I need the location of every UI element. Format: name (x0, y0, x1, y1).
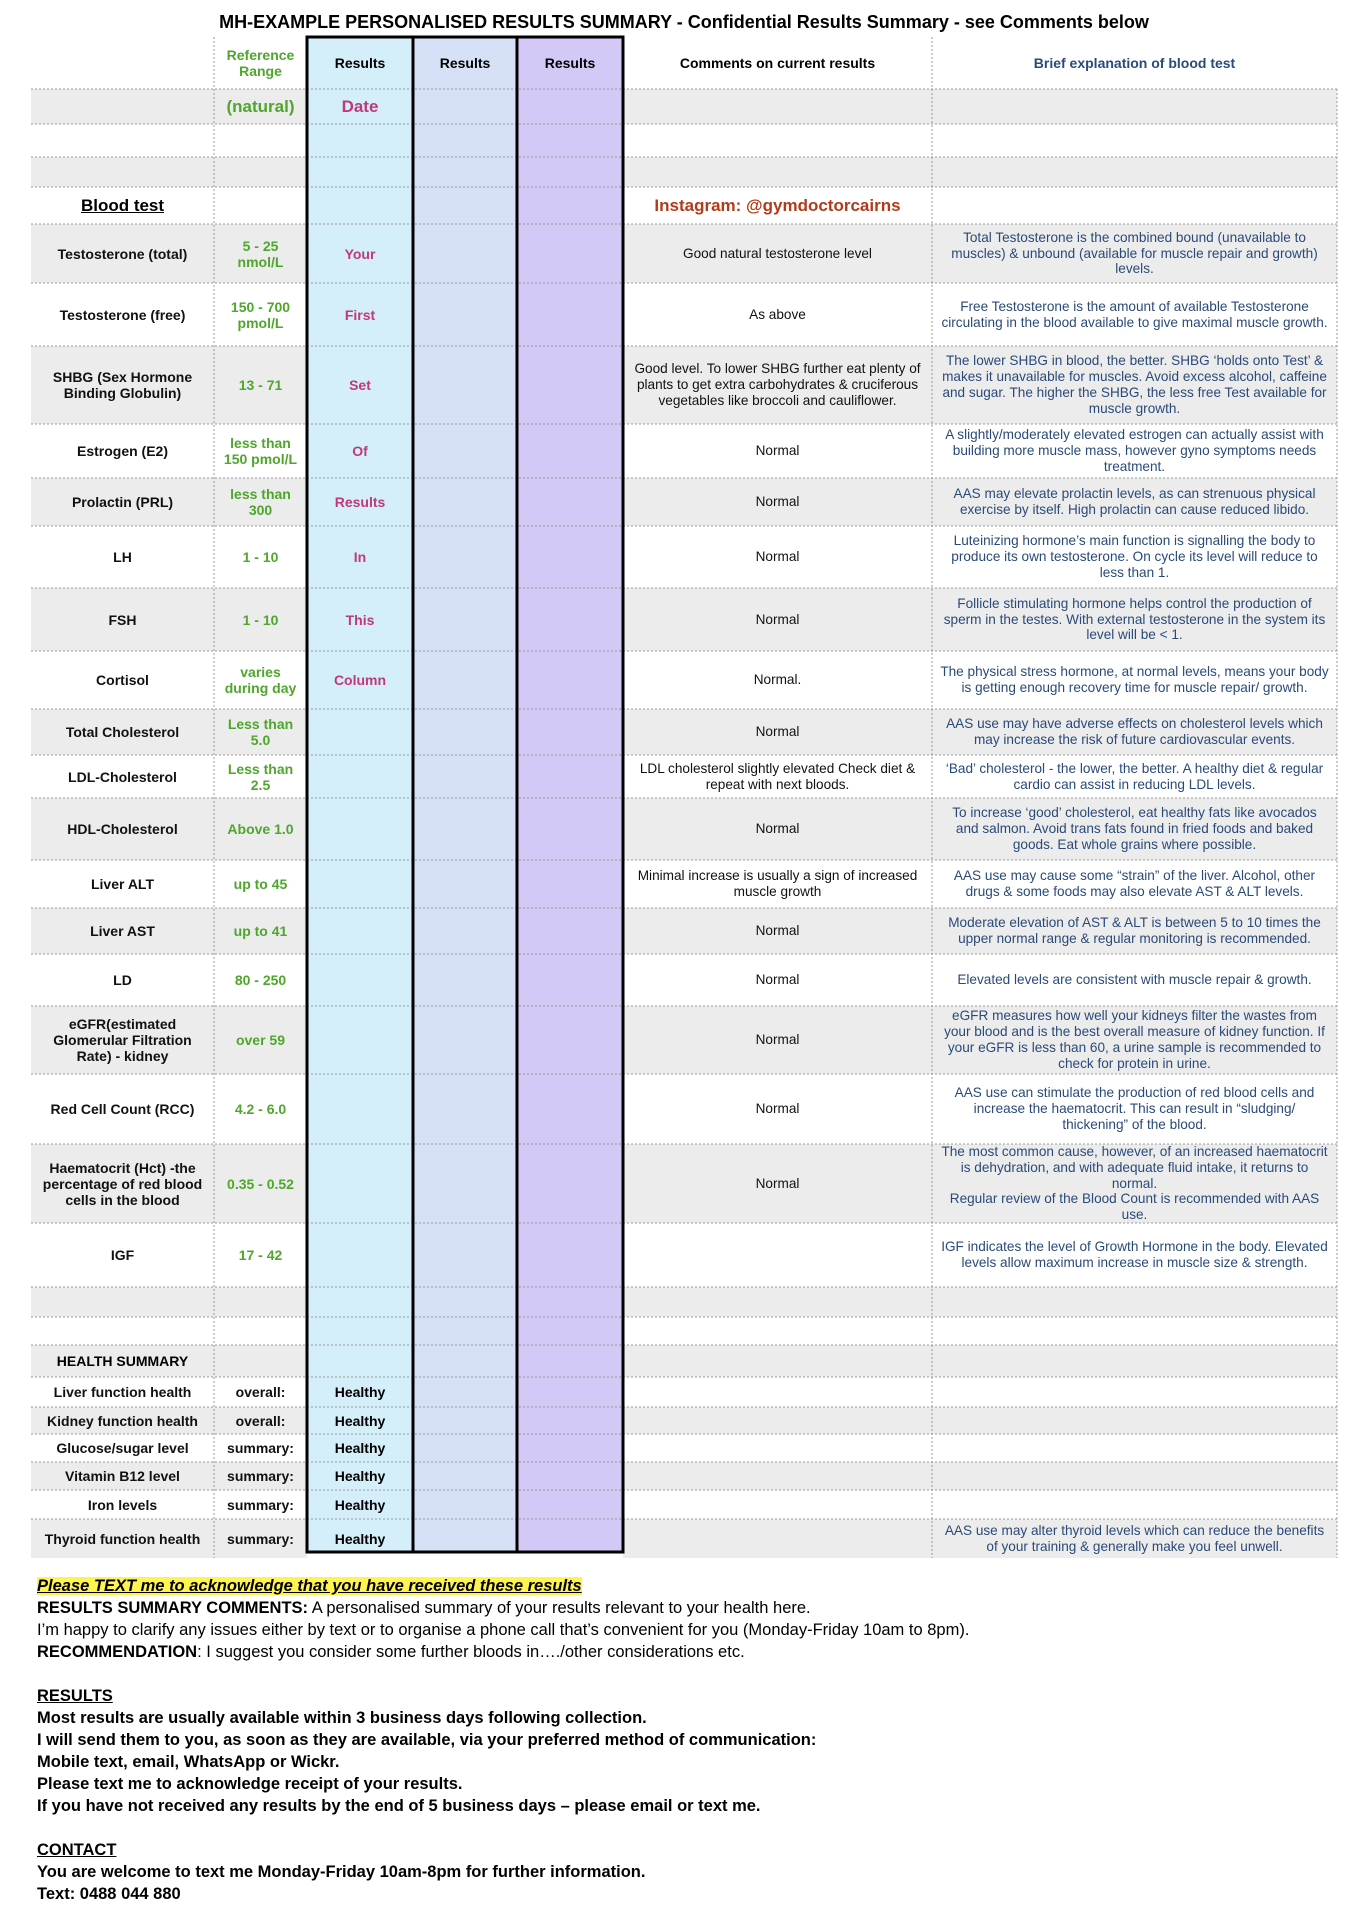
health-explanation (932, 1377, 1337, 1407)
reference-range: less than 300 (230, 486, 291, 518)
results-header-2: Results (439, 55, 491, 71)
result-value: First (344, 306, 376, 323)
test-name: LDL-Cholesterol (68, 768, 177, 785)
row-stripe (31, 1287, 307, 1317)
result-value (307, 1223, 413, 1287)
result-value: Your (344, 245, 376, 262)
reference-range: 13 - 71 (238, 377, 283, 393)
test-explanation: To increase ‘good’ cholesterol, eat healthy fats like avocados and salmon. Avoid trans fats found in fried foods and baked goods. Eat whole grains where possible. (952, 805, 1317, 852)
result-comment: Normal. (753, 672, 802, 688)
reference-range: up to 45 (233, 876, 288, 892)
blood-test-heading: Blood test (80, 195, 165, 215)
test-name: LH (113, 549, 132, 565)
health-item-name: Vitamin B12 level (65, 1468, 180, 1484)
result-value: Results (334, 494, 386, 510)
results-line: I will send them to you, as soon as they are available, via your preferred method of communication: (37, 1731, 817, 1749)
health-item-name: Liver function health (53, 1384, 192, 1400)
row-stripe (31, 157, 307, 187)
instagram-handle: Instagram: @gymdoctorcairns (654, 195, 901, 215)
test-explanation: A slightly/moderately elevated estrogen can actually assist with building more muscle mass, however gyno symptoms needs treatment. (945, 427, 1324, 474)
health-item-name: Thyroid function health (44, 1530, 201, 1547)
test-name: Testosterone (free) (59, 306, 186, 323)
results-line: If you have not received any results by the end of 5 business days – please email or text me. (37, 1797, 761, 1815)
test-explanation: AAS use may cause some “strain” of the liver. Alcohol, other drugs & some foods may also elevate AST & ALT levels. (953, 868, 1316, 899)
test-name: LD (113, 972, 132, 988)
results-header-1: Results (334, 55, 386, 71)
test-name: eGFR(estimated Glomerular Filtration Rate) - kidney (53, 1016, 192, 1064)
health-item-name: Glucose/sugar level (56, 1440, 189, 1456)
result-value: Of (352, 443, 368, 459)
test-name: Liver AST (90, 923, 155, 939)
result-value: Column (333, 672, 387, 688)
result-comment: As above (749, 306, 806, 322)
result-value (307, 1006, 413, 1074)
result-comment: Normal (755, 1101, 800, 1117)
results-column-3 (517, 37, 623, 1552)
health-item-scope: overall: (235, 1384, 286, 1400)
row-stripe (623, 157, 1337, 187)
result-comment: Good level. To lower SHBG further eat plenty of plants to get extra carbohydrates & cruciferous vegetables like broccoli and cauliflower. (634, 361, 921, 408)
test-explanation: Free Testosterone is the amount of available Testosterone circulating in the blood available to give maximal muscle growth. (941, 298, 1328, 330)
reference-range: 1 - 10 (242, 549, 279, 565)
page-title: MH-EXAMPLE PERSONALISED RESULTS SUMMARY - Confidential Results Summary - see Comments below (219, 12, 1149, 32)
test-name: Testosterone (total) (57, 245, 188, 262)
test-explanation: Follicle stimulating hormone helps control the production of sperm in the testes. With external testosterone in the system its level will be < 1. (943, 595, 1326, 643)
reference-range: over 59 (235, 1032, 286, 1048)
test-name: Haematocrit (Hct) -the percentage of red blood cells in the blood (42, 1159, 203, 1208)
date-label: Date (341, 96, 379, 116)
result-value (307, 954, 413, 1006)
health-status: Healthy (334, 1530, 386, 1547)
comments-section (37, 1575, 1337, 1905)
reference-range: 17 - 42 (238, 1247, 283, 1263)
health-explanation (932, 1462, 1337, 1490)
recommendation-label: RECOMMENDATION (37, 1643, 198, 1661)
test-name: Red Cell Count (RCC) (50, 1101, 195, 1117)
result-value (307, 860, 413, 908)
result-comment: Normal (755, 724, 800, 740)
reference-range: less than 150 pmol/L (223, 435, 298, 467)
health-item-name: Iron levels (87, 1496, 158, 1513)
health-summary-heading: HEALTH SUMMARY (56, 1353, 189, 1369)
result-comment: Normal (755, 972, 800, 988)
result-comment: Normal (755, 923, 800, 939)
test-explanation: AAS may elevate prolactin levels, as can strenuous physical exercise by itself. High prolactin can cause reduced libido. (953, 486, 1316, 517)
summary-text: A personalised summary of your results relevant to your health here. (308, 1599, 811, 1617)
contact-phone: Text: 0488 044 880 (37, 1885, 181, 1903)
results-line: Mobile text, email, WhatsApp or Wickr. (37, 1753, 340, 1771)
test-name: Prolactin (PRL) (71, 494, 174, 510)
result-comment: Normal (755, 611, 800, 627)
natural-label: (natural) (226, 96, 295, 116)
test-explanation: eGFR measures how well your kidneys filter the wastes from your blood and is the best overall measure of kidney function. If your eGFR is less than 60, a urine sample is recommended to check for protein in urine. (944, 1008, 1325, 1071)
result-comment: Normal (755, 549, 800, 565)
results-column-2 (413, 37, 517, 1552)
test-explanation: Moderate elevation of AST & ALT is between 5 to 10 times the upper normal range & regular monitoring is recommended. (948, 915, 1321, 946)
results-line: Please text me to acknowledge receipt of your results. (37, 1775, 463, 1793)
test-explanation: The lower SHBG in blood, the better. SHBG ‘holds onto Test’ & makes it unavailable for muscles. Avoid excess alcohol, caffeine and sugar. The higher the SHBG, the less free Test available for muscle growth. (942, 353, 1327, 416)
test-name: Estrogen (E2) (76, 443, 168, 459)
result-value: Set (349, 377, 371, 393)
test-name: HDL-Cholesterol (67, 821, 178, 837)
health-status: Healthy (334, 1468, 386, 1484)
result-comment: LDL cholesterol slightly elevated Check diet & repeat with next bloods. (639, 760, 916, 792)
health-status: Healthy (334, 1496, 386, 1513)
test-name: Liver ALT (90, 876, 154, 892)
contact-line: You are welcome to text me Monday-Friday 10am-8pm for further information. (37, 1863, 646, 1881)
result-comment: Good natural testosterone level (683, 245, 872, 261)
reference-range: Less than 2.5 (227, 760, 294, 793)
health-status: Healthy (334, 1440, 386, 1456)
test-explanation: Luteinizing hormone’s main function is signalling the body to produce its own testosterone. On cycle its level will reduce to less than 1. (951, 533, 1318, 580)
test-name: FSH (108, 611, 137, 628)
result-value (307, 709, 413, 755)
test-explanation: Elevated levels are consistent with muscle repair & growth. (957, 972, 1312, 988)
row-stripe (623, 1345, 1337, 1377)
result-value (307, 755, 413, 798)
result-value (307, 1074, 413, 1144)
reference-range-header: Reference Range (226, 47, 295, 79)
health-item-scope: summary: (227, 1468, 294, 1484)
result-value (307, 1144, 413, 1223)
recommendation-text: : I suggest you consider some further bloods in…./other considerations etc. (197, 1643, 745, 1661)
test-explanation: The physical stress hormone, at normal levels, means your body is getting enough recovery time for muscle repair/ growth. (940, 664, 1329, 695)
result-value (307, 908, 413, 954)
health-status: Healthy (334, 1384, 386, 1400)
result-value: This (345, 611, 375, 628)
health-item-scope: summary: (227, 1530, 294, 1547)
reference-range: Above 1.0 (227, 821, 294, 837)
result-value (307, 798, 413, 860)
test-name: SHBG (Sex Hormone Binding Globulin) (52, 369, 193, 401)
reference-range: 5 - 25 nmol/L (237, 237, 284, 270)
health-item-scope: summary: (227, 1440, 294, 1456)
acknowledge-note: Please TEXT me to acknowledge that you have received these results (37, 1577, 582, 1595)
summary-label: RESULTS SUMMARY COMMENTS: (37, 1599, 309, 1617)
test-explanation: AAS use may have adverse effects on cholesterol levels which may increase the risk of future cardiovascular events. (946, 716, 1323, 747)
reference-range: 80 - 250 (234, 972, 287, 988)
result-comment: Normal (755, 821, 800, 837)
result-comment: Normal (755, 1175, 800, 1191)
result-comment: Normal (755, 443, 800, 459)
explanation-header: Brief explanation of blood test (1033, 55, 1236, 71)
health-item-name: Kidney function health (47, 1412, 198, 1429)
row-stripe (623, 89, 1337, 124)
test-explanation: IGF indicates the level of Growth Hormone in the body. Elevated levels allow maximum increase in muscle size & strength. (941, 1239, 1328, 1270)
contact-heading: CONTACT (37, 1841, 117, 1859)
reference-range: up to 41 (233, 923, 288, 939)
reference-range: 4.2 - 6.0 (234, 1101, 287, 1117)
test-explanation: ‘Bad’ cholesterol - the lower, the better. A healthy diet & regular cardio can assist in reducing LDL levels. (945, 760, 1324, 792)
result-comment: Minimal increase is usually a sign of increased muscle growth (637, 868, 918, 899)
clarify-text: I’m happy to clarify any issues either by text or to organise a phone call that’s convenient for you (Monday-Friday 10am to 8pm). (37, 1621, 970, 1639)
results-heading: RESULTS (37, 1687, 113, 1705)
test-explanation: AAS use can stimulate the production of red blood cells and increase the haematocrit. This can result in “sludging/ thickening” of the blood. (954, 1085, 1315, 1132)
health-explanation (932, 1407, 1337, 1434)
reference-range: 150 - 700 pmol/L (230, 298, 291, 331)
health-status: Healthy (334, 1412, 386, 1429)
health-explanation (932, 1434, 1337, 1462)
results-line: Most results are usually available within 3 business days following collection. (37, 1709, 647, 1727)
health-item-scope: summary: (227, 1496, 294, 1513)
result-value: In (353, 549, 367, 565)
reference-range: 0.35 - 0.52 (227, 1175, 294, 1192)
reference-range: varies during day (224, 664, 297, 696)
results-header-3: Results (544, 55, 596, 71)
reference-range: 1 - 10 (242, 611, 279, 628)
result-comment: Normal (755, 494, 800, 510)
row-stripe (623, 1287, 1337, 1317)
comments-header: Comments on current results (679, 55, 876, 71)
test-explanation: The most common cause, however, of an increased haematocrit is dehydration, and with adequate fluid intake, it returns to normal. Regular review of the Blood Count is recommended with AAS use. (941, 1144, 1328, 1223)
reference-range: Less than 5.0 (227, 716, 294, 748)
health-item-scope: overall: (235, 1412, 286, 1429)
health-explanation (932, 1490, 1337, 1519)
result-comment (623, 1223, 932, 1287)
test-name: IGF (110, 1247, 135, 1263)
test-name: Total Cholesterol (65, 724, 180, 740)
test-explanation: Total Testosterone is the combined bound (unavailable to muscles) & unbound (available for muscle repair and growth) levels. (951, 229, 1318, 277)
health-explanation: AAS use may alter thyroid levels which can reduce the benefits of your training & generally make you feel unwell. (944, 1522, 1325, 1554)
result-comment: Normal (755, 1032, 800, 1048)
test-name: Cortisol (96, 672, 149, 688)
